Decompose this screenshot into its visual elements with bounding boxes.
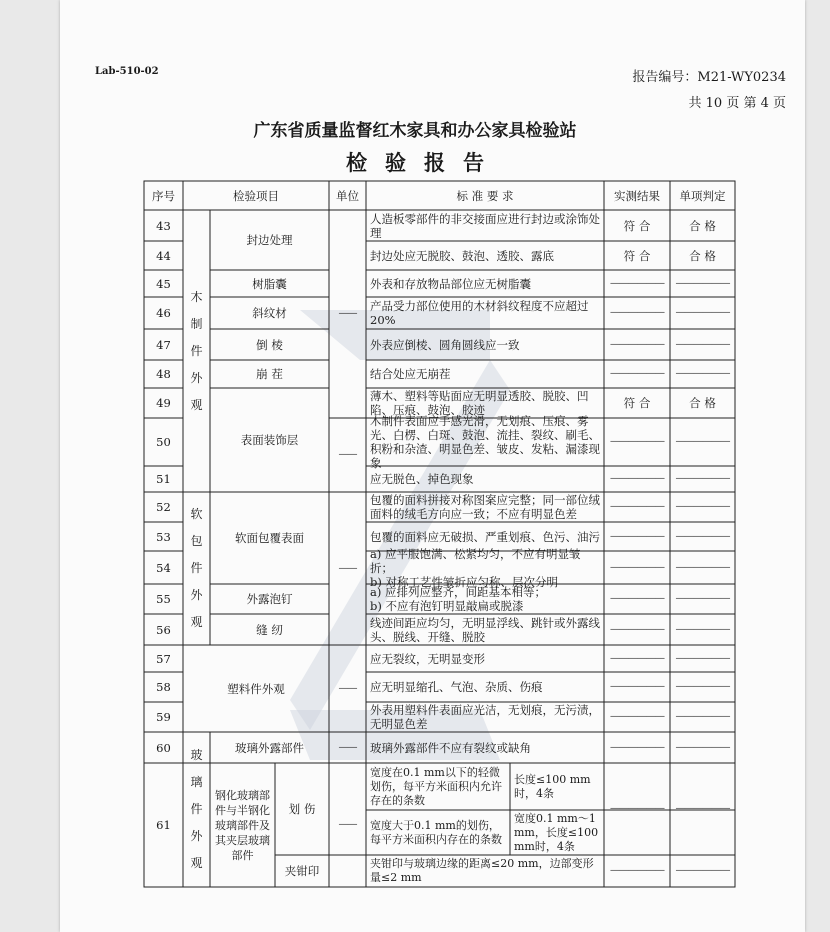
item-glass-exposed: 玻璃外露部件 (235, 740, 304, 755)
row-standard: 产品受力部位使用的木材斜纹程度不应超过20% (370, 299, 589, 327)
row-result: 符 合 (623, 396, 651, 410)
lab-code: Lab-510-02 (95, 66, 159, 77)
row-number: 44 (156, 248, 171, 263)
row-standard: 玻璃外露部件不应有裂纹或缺角 (370, 740, 531, 755)
row-result: —————— (610, 473, 664, 484)
item-sew: 缝 纫 (256, 622, 283, 637)
row-judgement: 合 格 (689, 218, 716, 233)
unit-dash: —— (338, 562, 357, 574)
row-judgement: —————— (675, 681, 730, 692)
row-number: 47 (156, 337, 171, 352)
row-judgement: —————— (675, 741, 730, 753)
row61-clamp-standard: 夹钳印与玻璃边缘的距离≤20 mm，边部变形量≤2 mm (370, 857, 594, 884)
row-result: —————— (610, 501, 664, 512)
row61-standard-b: 宽度大于0.1 mm的划伤，每平方米面积内存在的条数 (370, 818, 502, 846)
report-title: 检验报告 (346, 151, 502, 175)
row-judgement: —————— (675, 652, 730, 664)
row-result: —————— (610, 623, 664, 635)
row-number: 55 (156, 592, 171, 606)
row61-limit-a: 长度≤100 mm时，4条 (514, 772, 591, 800)
row61-limit-b: 宽度0.1 mm～1 mm，长度≤100 mm时，4条 (514, 811, 599, 853)
row-standard: 人造板零部件的非交接面应进行封边或涂饰处理 (370, 211, 600, 240)
unit-dash: —— (338, 682, 357, 694)
row-number: 56 (156, 622, 171, 637)
item-edge: 封边处理 (246, 233, 293, 247)
row-standard: 封边处应无脱胶、鼓泡、透胶、露底 (370, 248, 554, 263)
page-count: 共 10 页 第 4 页 (688, 96, 786, 111)
row-standard: 线迹间距应均匀，无明显浮线、跳针或外露线头、脱线、开缝、脱胶 (370, 615, 600, 644)
group-label-glass: 玻 璃 件 外 观 (190, 748, 203, 870)
row-standard: 包覆的面料拼接对称图案应完整；同一部位绒面料的绒毛方向应一致；不应有明显色差 (370, 493, 600, 521)
row-standard: 外表用塑料件表面应光洁，无划痕，无污渍，无明显色差 (370, 703, 600, 731)
row-number: 43 (156, 218, 171, 233)
row-number: 57 (156, 651, 171, 666)
row-number: 60 (156, 740, 171, 755)
item-grain: 斜纹材 (252, 306, 287, 320)
row-judgement: —————— (675, 711, 730, 722)
row-result: —————— (610, 368, 664, 379)
row-standard: 应无脱色、掉色现象 (370, 472, 474, 486)
item-resin: 树脂囊 (252, 276, 287, 291)
row-result: —————— (610, 530, 664, 542)
row-judgement: —————— (675, 593, 730, 604)
row-standard: 应无裂纹，无明显变形 (370, 651, 485, 666)
row-number: 59 (156, 710, 171, 724)
row-judgement: —————— (675, 277, 730, 289)
row-judgement: —————— (675, 803, 730, 814)
row-standard: 应无明显缩孔、气泡、杂质、伤痕 (370, 680, 543, 694)
row-number: 49 (156, 396, 171, 410)
row-result: —————— (610, 803, 664, 814)
unit-dash: —— (338, 449, 357, 460)
row-number: 51 (156, 472, 171, 486)
group-label-wood: 木 制 件 外 观 (190, 289, 203, 412)
row-judgement: —————— (675, 473, 730, 484)
row-standard: 结合处应无崩茬 (370, 367, 451, 381)
col-header-unit: 单位 (336, 188, 359, 203)
row-standard: a) 应平服饱满、松紧均匀，不应有明显皱折； b) 对称工艺性皱折应匀称、层次分明 (370, 546, 581, 589)
row-number: 53 (156, 529, 171, 544)
row-result: —————— (610, 681, 664, 692)
row-result: —————— (610, 711, 664, 722)
row-number: 45 (156, 276, 171, 291)
row-judgement: —————— (675, 530, 730, 542)
col-header-item: 检验项目 (233, 188, 279, 203)
row-standard: a) 应排列应整齐，间距基本相等； b) 不应有泡钉明显敲扁或脱漆 (370, 585, 546, 613)
row-result: 符 合 (623, 218, 651, 233)
row61-standard-a: 宽度在0.1 mm以下的轻微划伤，每平方米面积内允许存在的条数 (370, 765, 502, 807)
row-standard: 外表和存放物品部位应无树脂囊 (370, 276, 531, 291)
col-header-standard: 标 准 要 求 (456, 188, 514, 203)
row-judgement: —————— (675, 436, 730, 447)
row-result: —————— (610, 338, 664, 350)
row-standard: 外表应倒棱、圆角圆线应一致 (370, 337, 520, 352)
unit-dash: —— (338, 308, 357, 319)
item-chip: 崩 茬 (256, 367, 283, 381)
row-standard: 薄木、塑料等贴面应无明显透胶、脱胶、凹陷、压痕、鼓泡、胶迹 (370, 389, 589, 417)
item-glass-parts: 钢化玻璃部件与半钢化玻璃部件及其夹层玻璃部件 (215, 788, 270, 862)
col-header-judgement: 单项判定 (679, 188, 726, 203)
group-label-soft: 软 包 件 外 观 (190, 507, 203, 629)
col-header-result: 实测结果 (614, 188, 660, 203)
row-result: —————— (610, 593, 664, 604)
row-result: —————— (610, 307, 664, 318)
report-number: 报告编号：M21-WY0234 (632, 70, 786, 85)
col-header-no: 序号 (152, 188, 175, 203)
row-judgement: —————— (675, 368, 730, 379)
row-standard: 包覆的面料应无破损、严重划痕、色污、油污 (370, 529, 600, 544)
item-plastic: 塑料件外观 (227, 681, 285, 696)
row61-clamp-judgement: —————— (675, 865, 730, 876)
row-judgement: —————— (675, 338, 730, 350)
item-nail: 外露泡钉 (246, 592, 293, 606)
row-number: 52 (156, 500, 171, 514)
row-judgement: 合 格 (689, 248, 716, 263)
row-number: 48 (156, 367, 171, 381)
unit-dash: —— (338, 819, 357, 830)
row-judgement: —————— (675, 307, 730, 318)
row-judgement: —————— (675, 501, 730, 512)
row-judgement: —————— (675, 561, 730, 573)
item-scratch: 划 伤 (288, 802, 316, 816)
row-standard: 木制件表面应手感光滑，无划痕、压痕、雾光、白楞、白斑、鼓泡、流挂、裂纹、刷毛、积粉和杂渣、明显色差、皱皮、发粘、漏漆现象 (370, 414, 600, 470)
row-result: —————— (610, 436, 664, 447)
row-number: 58 (156, 680, 171, 694)
row-number: 50 (156, 435, 171, 449)
row-result: —————— (610, 652, 664, 664)
row-number: 54 (156, 560, 171, 575)
item-surface: 表面装饰层 (240, 433, 299, 447)
row-judgement: —————— (675, 623, 730, 635)
row61-clamp-result: —————— (610, 865, 664, 876)
organization-name: 广东省质量监督红木家具和办公家具检验站 (253, 121, 577, 141)
item-soft-cover: 软面包覆表面 (235, 531, 304, 545)
row-number: 46 (156, 306, 171, 320)
row-result: —————— (610, 561, 664, 573)
unit-dash: —— (338, 741, 357, 753)
item-clamp: 夹钳印 (284, 864, 320, 878)
row-result: —————— (610, 277, 664, 289)
row-result: —————— (610, 741, 664, 753)
item-chamfer: 倒 棱 (256, 337, 283, 352)
row-number: 61 (156, 818, 171, 832)
row-judgement: 合 格 (689, 396, 716, 410)
row-result: 符 合 (623, 248, 651, 263)
